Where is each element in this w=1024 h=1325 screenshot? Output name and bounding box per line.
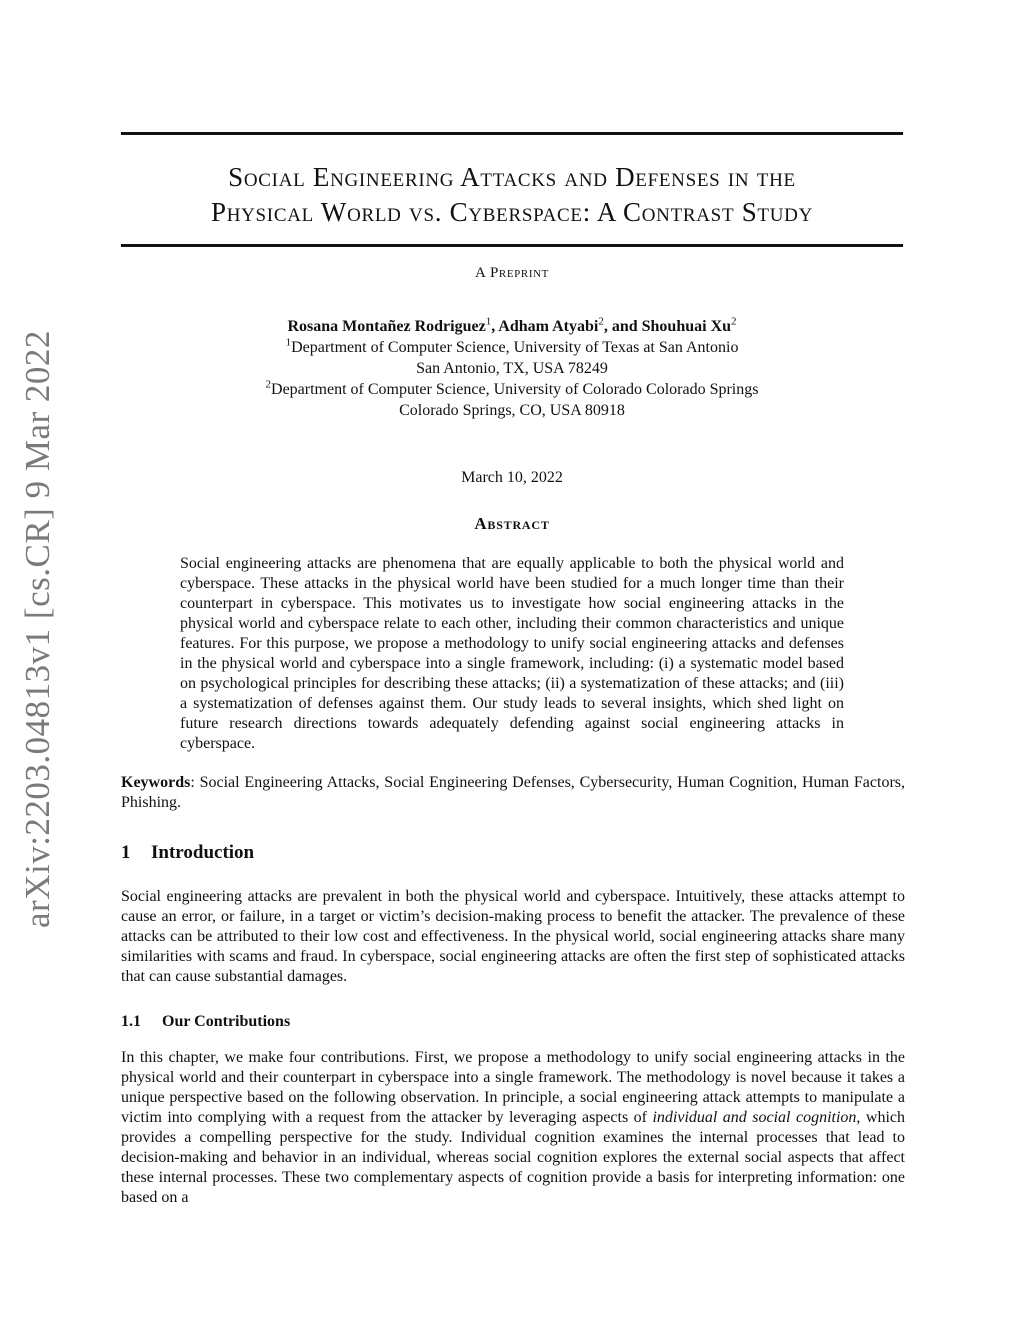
subsection-heading-contributions xyxy=(121,1013,290,1031)
author-2-name: , Adham Atyabi xyxy=(491,318,599,335)
affiliation-2-mark: 2 xyxy=(265,378,272,391)
author-3-name: , and Shouhuai Xu xyxy=(603,318,732,335)
paper-date: March 10, 2022 xyxy=(461,469,563,486)
author-2-affiliation-mark: 2 xyxy=(598,315,604,328)
keywords-text: : Social Engineering Attacks, Social Engineering Defenses, Cybersecurity, Human Cognition, Human Factors, Phishing. xyxy=(121,774,905,811)
affiliation-2-line-1: Department of Computer Science, University of Colorado Colorado Springs xyxy=(271,381,759,398)
author-1-name: Rosana Montañez Rodriguez xyxy=(287,318,486,335)
author-1-affiliation-mark: 1 xyxy=(485,315,492,328)
title-rule-bottom xyxy=(121,244,903,247)
subsection-number: 1.1 xyxy=(121,1013,141,1030)
author-block xyxy=(121,316,903,421)
contributions-text-start: In this chapter, we make four contributions. First, we propose a methodology to unify social engineering attacks in the physical world and their counterpart in cyberspace into a single framework. The methodology is novel because it takes a unique perspective based on the following observation. In principle, a social engineering attack attempts to manipulate a victim into complying with a request from the attacker by leveraging aspects of xyxy=(121,1049,905,1126)
paper-title-line-1: Social Engineering Attacks and Defenses in the xyxy=(228,162,796,192)
introduction-paragraph: Social engineering attacks are prevalent in both the physical world and cyberspace. Intuitively, these attacks attempt to cause an error, or failure, in a target or victim’s decision-making process to benefit the attacker. The prevalence of these attacks can be attributed to their low cost and effectiveness. In the physical world, social engineering attacks share many similarities with scams and fraud. In cyberspace, social engineering attacks are often the first step of sophisticated attacks that can cause substantial damages. xyxy=(121,888,905,985)
affiliation-1-address: San Antonio, TX, USA 78249 xyxy=(416,360,608,377)
abstract-heading: Abstract xyxy=(474,514,550,533)
section-title: Introduction xyxy=(151,842,255,863)
preprint-label: A Preprint xyxy=(475,265,549,281)
section-number: 1 xyxy=(121,842,131,863)
abstract-text: Social engineering attacks are phenomena that are equally applicable to both the physical world and cyberspace. These attacks in the physical world have been studied for a much longer time than their counterpart in cyberspace. This motivates us to investigate how social engineering attacks in the physical world and cyberspace relate to each other, including their common characteristics and unique features. For this purpose, we propose a methodology to unify social engineering attacks and defenses in the physical world and cyberspace into a single framework, including: (i) a systematic model based on psychological principles for describing these attacks; (ii) a systematization of these attacks; and (iii) a systematization of defenses against them. Our study leads to several insights, which shed light on future research directions towards adequately defending against social engineering attacks in cyberspace. xyxy=(180,555,844,752)
author-3-affiliation-mark: 2 xyxy=(731,315,737,328)
affiliation-1 xyxy=(121,337,903,358)
section-heading-introduction xyxy=(121,842,254,864)
affiliation-1-line-1: Department of Computer Science, University of Texas at San Antonio xyxy=(291,339,739,356)
subsection-title: Our Contributions xyxy=(162,1013,291,1030)
contributions-emphasis: individual and social cognition xyxy=(652,1109,857,1126)
paper-title xyxy=(121,160,903,230)
author-list xyxy=(121,316,903,337)
title-rule-top xyxy=(121,132,903,135)
keywords-label: Keywords xyxy=(121,774,191,791)
affiliation-1-mark: 1 xyxy=(285,336,292,349)
contributions-text-end: , which provides a compelling perspective for the study. Individual cognition examines the internal processes that lead to decision-making and behavior in an individual, whereas social cognition explores the external social aspects that affect these internal processes. These two complementary aspects of cognition provide a basis for interpreting information: one based on a xyxy=(121,1109,905,1206)
contributions-paragraph xyxy=(121,1048,905,1208)
keywords-paragraph xyxy=(121,773,905,813)
affiliation-2-address: Colorado Springs, CO, USA 80918 xyxy=(399,402,625,419)
paper-title-line-2: Physical World vs. Cyberspace: A Contrast Study xyxy=(210,197,813,227)
arxiv-stamp: arXiv:2203.04813v1 [cs.CR] 9 Mar 2022 xyxy=(18,330,57,928)
affiliation-2 xyxy=(121,379,903,400)
